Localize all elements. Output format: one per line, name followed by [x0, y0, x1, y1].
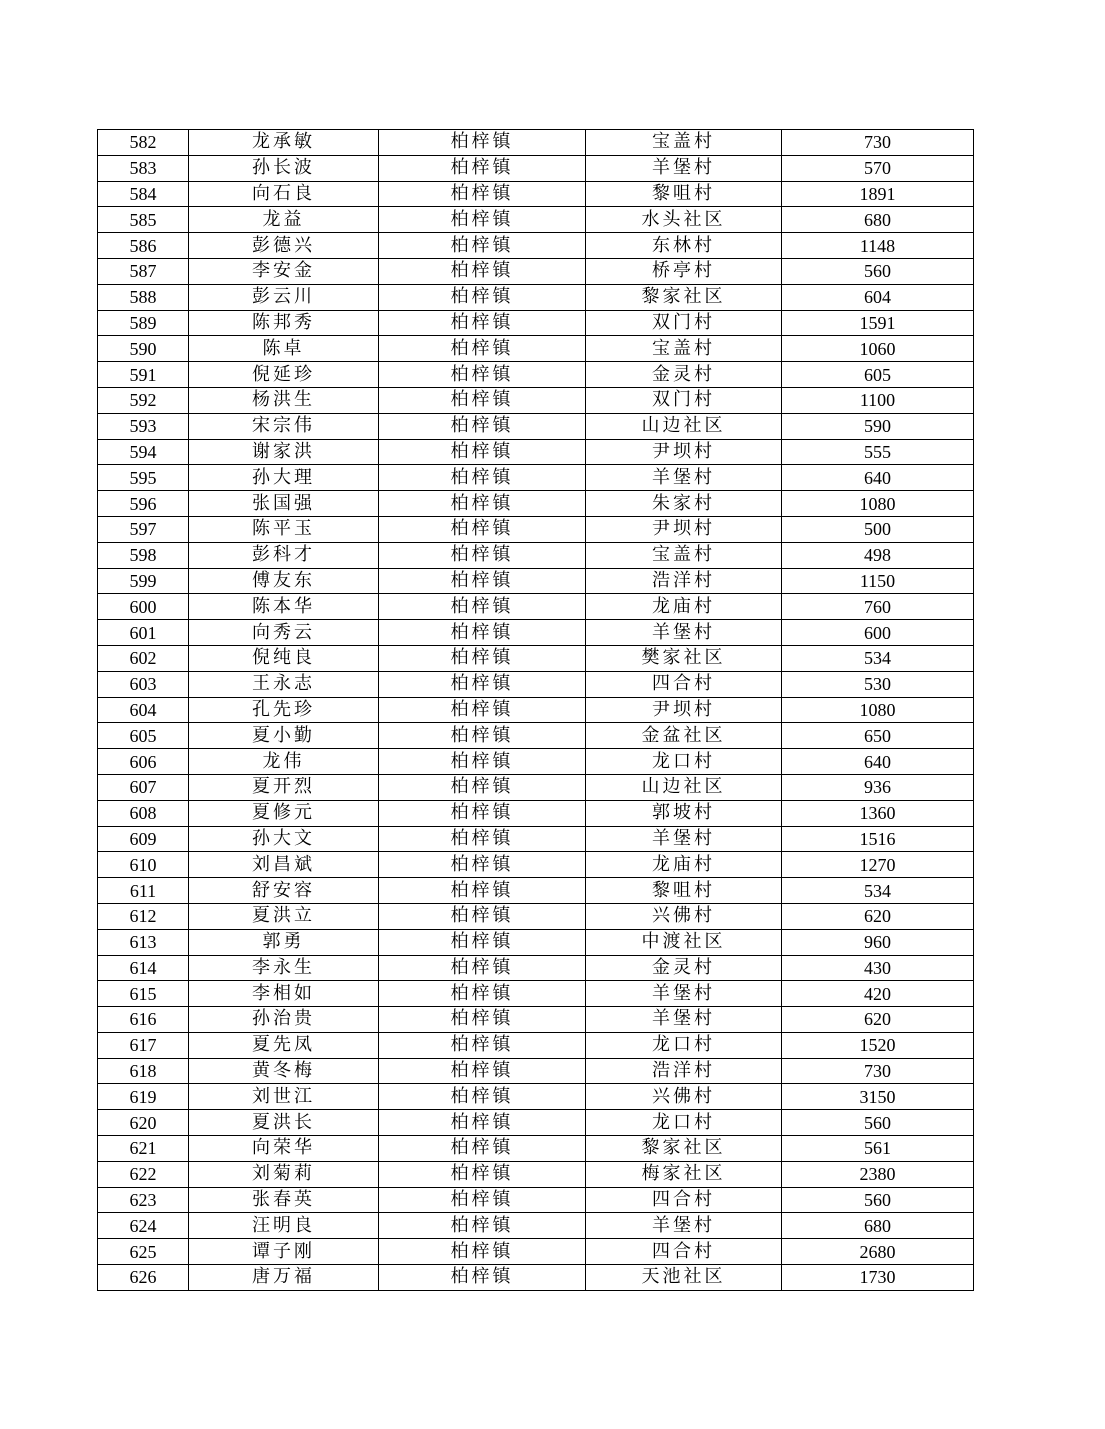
town-cell: 柏梓镇: [379, 1187, 586, 1213]
row-number-cell: 622: [98, 1161, 189, 1187]
amount-cell: 420: [782, 981, 974, 1007]
table-row: [98, 594, 974, 620]
name-cell: 杨洪生: [189, 387, 379, 413]
amount-cell: 530: [782, 671, 974, 697]
name-cell: 张春英: [189, 1187, 379, 1213]
name-cell: 刘世江: [189, 1084, 379, 1110]
village-cell: 樊家社区: [586, 645, 782, 671]
row-number-cell: 597: [98, 516, 189, 542]
town-cell: 柏梓镇: [379, 542, 586, 568]
table-row: [98, 130, 974, 156]
village-cell: 龙口村: [586, 749, 782, 775]
town-cell: 柏梓镇: [379, 1058, 586, 1084]
town-cell: 柏梓镇: [379, 491, 586, 517]
table-row: [98, 1136, 974, 1162]
village-cell: 黎家社区: [586, 284, 782, 310]
amount-cell: 560: [782, 258, 974, 284]
table-row: [98, 1110, 974, 1136]
amount-cell: 560: [782, 1187, 974, 1213]
amount-cell: 2680: [782, 1239, 974, 1265]
row-number-cell: 600: [98, 594, 189, 620]
village-cell: 羊堡村: [586, 620, 782, 646]
amount-cell: 534: [782, 645, 974, 671]
village-cell: 羊堡村: [586, 1007, 782, 1033]
town-cell: 柏梓镇: [379, 903, 586, 929]
village-cell: 天池社区: [586, 1265, 782, 1291]
table-row: [98, 336, 974, 362]
table-row: [98, 1058, 974, 1084]
name-cell: 陈平玉: [189, 516, 379, 542]
name-cell: 龙益: [189, 207, 379, 233]
amount-cell: 1100: [782, 387, 974, 413]
town-cell: 柏梓镇: [379, 310, 586, 336]
row-number-cell: 598: [98, 542, 189, 568]
town-cell: 柏梓镇: [379, 1110, 586, 1136]
name-cell: 唐万福: [189, 1265, 379, 1291]
town-cell: 柏梓镇: [379, 130, 586, 156]
row-number-cell: 591: [98, 362, 189, 388]
amount-cell: 640: [782, 465, 974, 491]
town-cell: 柏梓镇: [379, 1136, 586, 1162]
name-cell: 向荣华: [189, 1136, 379, 1162]
amount-cell: 640: [782, 749, 974, 775]
town-cell: 柏梓镇: [379, 181, 586, 207]
amount-cell: 1270: [782, 852, 974, 878]
name-cell: 傅友东: [189, 568, 379, 594]
data-table: [97, 129, 974, 1291]
amount-cell: 600: [782, 620, 974, 646]
village-cell: 东林村: [586, 233, 782, 259]
row-number-cell: 604: [98, 697, 189, 723]
village-cell: 山边社区: [586, 413, 782, 439]
table-body: [98, 130, 974, 1291]
village-cell: 黎家社区: [586, 1136, 782, 1162]
amount-cell: 1080: [782, 697, 974, 723]
village-cell: 双门村: [586, 310, 782, 336]
row-number-cell: 620: [98, 1110, 189, 1136]
village-cell: 水头社区: [586, 207, 782, 233]
name-cell: 夏先凤: [189, 1032, 379, 1058]
amount-cell: 500: [782, 516, 974, 542]
town-cell: 柏梓镇: [379, 155, 586, 181]
amount-cell: 760: [782, 594, 974, 620]
town-cell: 柏梓镇: [379, 697, 586, 723]
amount-cell: 936: [782, 774, 974, 800]
amount-cell: 1060: [782, 336, 974, 362]
village-cell: 梅家社区: [586, 1161, 782, 1187]
table-row: [98, 852, 974, 878]
amount-cell: 650: [782, 723, 974, 749]
table-row: [98, 516, 974, 542]
name-cell: 陈邦秀: [189, 310, 379, 336]
table-row: [98, 826, 974, 852]
table-row: [98, 310, 974, 336]
name-cell: 彭德兴: [189, 233, 379, 259]
row-number-cell: 592: [98, 387, 189, 413]
amount-cell: 1080: [782, 491, 974, 517]
village-cell: 浩洋村: [586, 568, 782, 594]
name-cell: 汪明良: [189, 1213, 379, 1239]
name-cell: 谢家洪: [189, 439, 379, 465]
amount-cell: 1891: [782, 181, 974, 207]
table-row: [98, 749, 974, 775]
row-number-cell: 587: [98, 258, 189, 284]
table-row: [98, 542, 974, 568]
table-row: [98, 723, 974, 749]
table-row: [98, 1239, 974, 1265]
table-row: [98, 387, 974, 413]
amount-cell: 1360: [782, 800, 974, 826]
row-number-cell: 615: [98, 981, 189, 1007]
row-number-cell: 594: [98, 439, 189, 465]
row-number-cell: 607: [98, 774, 189, 800]
name-cell: 夏洪立: [189, 903, 379, 929]
name-cell: 孙大理: [189, 465, 379, 491]
table-row: [98, 1161, 974, 1187]
name-cell: 刘昌斌: [189, 852, 379, 878]
row-number-cell: 624: [98, 1213, 189, 1239]
amount-cell: 590: [782, 413, 974, 439]
town-cell: 柏梓镇: [379, 671, 586, 697]
village-cell: 尹坝村: [586, 697, 782, 723]
town-cell: 柏梓镇: [379, 645, 586, 671]
table-row: [98, 903, 974, 929]
name-cell: 倪延珍: [189, 362, 379, 388]
amount-cell: 1520: [782, 1032, 974, 1058]
name-cell: 孙大文: [189, 826, 379, 852]
village-cell: 宝盖村: [586, 130, 782, 156]
village-cell: 浩洋村: [586, 1058, 782, 1084]
table-row: [98, 413, 974, 439]
town-cell: 柏梓镇: [379, 233, 586, 259]
row-number-cell: 625: [98, 1239, 189, 1265]
name-cell: 夏洪长: [189, 1110, 379, 1136]
town-cell: 柏梓镇: [379, 362, 586, 388]
town-cell: 柏梓镇: [379, 929, 586, 955]
amount-cell: 555: [782, 439, 974, 465]
town-cell: 柏梓镇: [379, 1007, 586, 1033]
table-row: [98, 439, 974, 465]
name-cell: 孔先珍: [189, 697, 379, 723]
town-cell: 柏梓镇: [379, 1213, 586, 1239]
name-cell: 刘菊莉: [189, 1161, 379, 1187]
village-cell: 四合村: [586, 671, 782, 697]
name-cell: 彭云川: [189, 284, 379, 310]
amount-cell: 960: [782, 929, 974, 955]
name-cell: 王永志: [189, 671, 379, 697]
name-cell: 龙伟: [189, 749, 379, 775]
row-number-cell: 593: [98, 413, 189, 439]
table-row: [98, 465, 974, 491]
row-number-cell: 619: [98, 1084, 189, 1110]
row-number-cell: 590: [98, 336, 189, 362]
village-cell: 尹坝村: [586, 516, 782, 542]
town-cell: 柏梓镇: [379, 1265, 586, 1291]
row-number-cell: 603: [98, 671, 189, 697]
village-cell: 黎咀村: [586, 181, 782, 207]
town-cell: 柏梓镇: [379, 465, 586, 491]
village-cell: 桥亭村: [586, 258, 782, 284]
town-cell: 柏梓镇: [379, 1239, 586, 1265]
amount-cell: 680: [782, 1213, 974, 1239]
row-number-cell: 626: [98, 1265, 189, 1291]
name-cell: 李安金: [189, 258, 379, 284]
name-cell: 孙治贵: [189, 1007, 379, 1033]
village-cell: 山边社区: [586, 774, 782, 800]
table-row: [98, 774, 974, 800]
table-row: [98, 1213, 974, 1239]
row-number-cell: 595: [98, 465, 189, 491]
amount-cell: 1148: [782, 233, 974, 259]
row-number-cell: 613: [98, 929, 189, 955]
row-number-cell: 583: [98, 155, 189, 181]
table-row: [98, 645, 974, 671]
town-cell: 柏梓镇: [379, 387, 586, 413]
table-row: [98, 981, 974, 1007]
table-row: [98, 620, 974, 646]
table-row: [98, 568, 974, 594]
town-cell: 柏梓镇: [379, 439, 586, 465]
town-cell: 柏梓镇: [379, 981, 586, 1007]
name-cell: 龙承敏: [189, 130, 379, 156]
table-row: [98, 1265, 974, 1291]
town-cell: 柏梓镇: [379, 568, 586, 594]
town-cell: 柏梓镇: [379, 516, 586, 542]
village-cell: 羊堡村: [586, 826, 782, 852]
amount-cell: 561: [782, 1136, 974, 1162]
amount-cell: 560: [782, 1110, 974, 1136]
name-cell: 夏修元: [189, 800, 379, 826]
amount-cell: 620: [782, 1007, 974, 1033]
village-cell: 龙庙村: [586, 852, 782, 878]
row-number-cell: 585: [98, 207, 189, 233]
table-row: [98, 155, 974, 181]
amount-cell: 620: [782, 903, 974, 929]
village-cell: 金盆社区: [586, 723, 782, 749]
name-cell: 舒安容: [189, 878, 379, 904]
village-cell: 兴佛村: [586, 903, 782, 929]
table-row: [98, 1187, 974, 1213]
row-number-cell: 614: [98, 955, 189, 981]
village-cell: 龙口村: [586, 1032, 782, 1058]
row-number-cell: 601: [98, 620, 189, 646]
row-number-cell: 608: [98, 800, 189, 826]
table-row: [98, 207, 974, 233]
row-number-cell: 616: [98, 1007, 189, 1033]
row-number-cell: 589: [98, 310, 189, 336]
row-number-cell: 582: [98, 130, 189, 156]
village-cell: 中渡社区: [586, 929, 782, 955]
row-number-cell: 584: [98, 181, 189, 207]
village-cell: 宝盖村: [586, 542, 782, 568]
table-row: [98, 800, 974, 826]
table-row: [98, 955, 974, 981]
amount-cell: 730: [782, 1058, 974, 1084]
row-number-cell: 609: [98, 826, 189, 852]
village-cell: 郭坡村: [586, 800, 782, 826]
row-number-cell: 610: [98, 852, 189, 878]
table-row: [98, 1007, 974, 1033]
table-row: [98, 697, 974, 723]
amount-cell: 2380: [782, 1161, 974, 1187]
table-row: [98, 1084, 974, 1110]
table-row: [98, 491, 974, 517]
village-cell: 朱家村: [586, 491, 782, 517]
name-cell: 彭科才: [189, 542, 379, 568]
amount-cell: 430: [782, 955, 974, 981]
town-cell: 柏梓镇: [379, 800, 586, 826]
name-cell: 夏小勤: [189, 723, 379, 749]
town-cell: 柏梓镇: [379, 1161, 586, 1187]
village-cell: 宝盖村: [586, 336, 782, 362]
row-number-cell: 586: [98, 233, 189, 259]
table-row: [98, 1032, 974, 1058]
amount-cell: 1730: [782, 1265, 974, 1291]
name-cell: 宋宗伟: [189, 413, 379, 439]
row-number-cell: 605: [98, 723, 189, 749]
table-row: [98, 233, 974, 259]
row-number-cell: 596: [98, 491, 189, 517]
row-number-cell: 599: [98, 568, 189, 594]
amount-cell: 1150: [782, 568, 974, 594]
village-cell: 兴佛村: [586, 1084, 782, 1110]
town-cell: 柏梓镇: [379, 749, 586, 775]
table-row: [98, 671, 974, 697]
row-number-cell: 602: [98, 645, 189, 671]
row-number-cell: 606: [98, 749, 189, 775]
row-number-cell: 618: [98, 1058, 189, 1084]
village-cell: 金灵村: [586, 362, 782, 388]
town-cell: 柏梓镇: [379, 620, 586, 646]
table-row: [98, 181, 974, 207]
town-cell: 柏梓镇: [379, 336, 586, 362]
name-cell: 张国强: [189, 491, 379, 517]
name-cell: 陈本华: [189, 594, 379, 620]
amount-cell: 605: [782, 362, 974, 388]
town-cell: 柏梓镇: [379, 284, 586, 310]
row-number-cell: 621: [98, 1136, 189, 1162]
town-cell: 柏梓镇: [379, 1032, 586, 1058]
row-number-cell: 612: [98, 903, 189, 929]
town-cell: 柏梓镇: [379, 1084, 586, 1110]
amount-cell: 570: [782, 155, 974, 181]
village-cell: 龙口村: [586, 1110, 782, 1136]
village-cell: 四合村: [586, 1239, 782, 1265]
name-cell: 黄冬梅: [189, 1058, 379, 1084]
table-row: [98, 258, 974, 284]
town-cell: 柏梓镇: [379, 774, 586, 800]
village-cell: 尹坝村: [586, 439, 782, 465]
table-row: [98, 878, 974, 904]
name-cell: 谭子刚: [189, 1239, 379, 1265]
amount-cell: 604: [782, 284, 974, 310]
town-cell: 柏梓镇: [379, 852, 586, 878]
village-cell: 龙庙村: [586, 594, 782, 620]
name-cell: 郭勇: [189, 929, 379, 955]
town-cell: 柏梓镇: [379, 594, 586, 620]
town-cell: 柏梓镇: [379, 258, 586, 284]
village-cell: 黎咀村: [586, 878, 782, 904]
table-row: [98, 362, 974, 388]
town-cell: 柏梓镇: [379, 413, 586, 439]
row-number-cell: 588: [98, 284, 189, 310]
name-cell: 李永生: [189, 955, 379, 981]
amount-cell: 680: [782, 207, 974, 233]
amount-cell: 534: [782, 878, 974, 904]
name-cell: 李相如: [189, 981, 379, 1007]
table-row: [98, 284, 974, 310]
row-number-cell: 623: [98, 1187, 189, 1213]
name-cell: 陈卓: [189, 336, 379, 362]
amount-cell: 498: [782, 542, 974, 568]
table-row: [98, 929, 974, 955]
name-cell: 向石良: [189, 181, 379, 207]
town-cell: 柏梓镇: [379, 207, 586, 233]
amount-cell: 3150: [782, 1084, 974, 1110]
village-cell: 四合村: [586, 1187, 782, 1213]
name-cell: 夏开烈: [189, 774, 379, 800]
town-cell: 柏梓镇: [379, 878, 586, 904]
amount-cell: 1516: [782, 826, 974, 852]
amount-cell: 1591: [782, 310, 974, 336]
name-cell: 倪纯良: [189, 645, 379, 671]
town-cell: 柏梓镇: [379, 955, 586, 981]
village-cell: 羊堡村: [586, 465, 782, 491]
village-cell: 羊堡村: [586, 981, 782, 1007]
name-cell: 孙长波: [189, 155, 379, 181]
village-cell: 双门村: [586, 387, 782, 413]
amount-cell: 730: [782, 130, 974, 156]
town-cell: 柏梓镇: [379, 826, 586, 852]
town-cell: 柏梓镇: [379, 723, 586, 749]
row-number-cell: 617: [98, 1032, 189, 1058]
name-cell: 向秀云: [189, 620, 379, 646]
village-cell: 羊堡村: [586, 155, 782, 181]
village-cell: 羊堡村: [586, 1213, 782, 1239]
row-number-cell: 611: [98, 878, 189, 904]
village-cell: 金灵村: [586, 955, 782, 981]
